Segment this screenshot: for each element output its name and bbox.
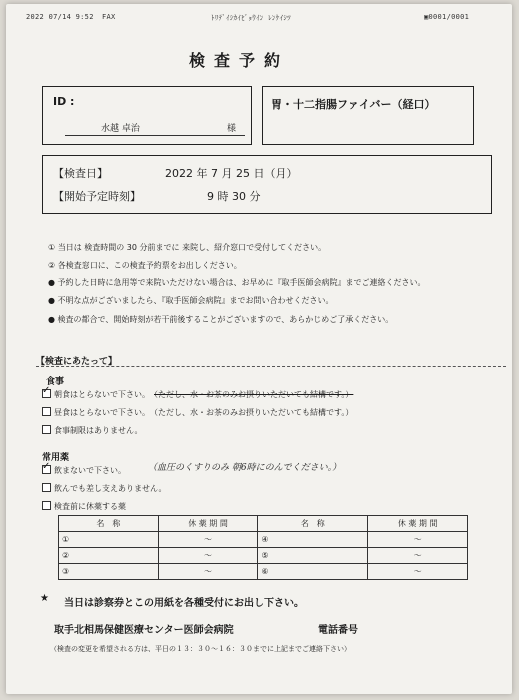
table-cell[interactable]: ～ — [368, 564, 468, 580]
meal-option-none[interactable]: 食事制限はありません。 — [42, 425, 142, 436]
handwritten-note: （血圧のくすりのみ 朝6時にのんでください。） — [148, 463, 342, 473]
instructions-divider — [36, 366, 506, 367]
table-cell[interactable]: ～ — [368, 532, 468, 548]
header-period-2: 休 薬 期 間 — [368, 516, 468, 532]
name-underline — [65, 135, 245, 136]
reminder: 当日は診察券とこの用紙を各種受付にお出し下さい。 — [64, 598, 304, 609]
note-4: ● 不明な点がございましたら、『取手医師会病院』までお問い合わせください。 — [48, 296, 334, 305]
note-5: ● 検査の都合で、開始時刻が若干前後することがございますので、あらかじめご了承ください。 — [48, 315, 394, 324]
med-option-ok[interactable]: 飲んでも差し支えありません。 — [42, 483, 166, 494]
meal-lunch-checkbox[interactable] — [42, 407, 51, 416]
table-cell[interactable]: ～ — [158, 532, 258, 548]
phone-label: 電話番号 — [318, 625, 358, 636]
table-cell[interactable]: ～ — [158, 564, 258, 580]
hospital-name: 取手北相馬保健医療センター医師会病院 — [54, 625, 234, 636]
reservation-sheet — [6, 4, 512, 694]
table-cell[interactable]: ～ — [158, 548, 258, 564]
time-value: 9 時 30 分 — [207, 190, 261, 203]
table-cell[interactable]: ⑤ — [258, 548, 368, 564]
meal-heading: 食事 — [46, 377, 65, 387]
med-option-suspend[interactable]: 検査前に休薬する薬 — [42, 501, 126, 512]
table-row — [59, 548, 468, 564]
honorific: 様 — [227, 124, 237, 134]
date-value: 2022 年 7 月 25 日（月） — [165, 167, 298, 180]
med-option-do-not-take[interactable]: ✓ 飲まないで下さい。 — [42, 461, 126, 475]
table-cell[interactable]: ① — [59, 532, 159, 548]
check-mark-icon: ✓ — [42, 461, 51, 472]
med-suspend-checkbox[interactable] — [42, 501, 51, 510]
instructions-header: 【検査にあたって】 — [36, 357, 118, 367]
patient-name: 水越 卓治 — [101, 124, 140, 134]
page-title: 検査予約 — [189, 51, 290, 70]
table-cell[interactable]: ② — [59, 548, 159, 564]
contact-note: （検査の変更を希望される方は、平日の１３：３０～１６：３０までに上記までご連絡下さい） — [50, 645, 351, 653]
table-cell[interactable]: ⑥ — [258, 564, 368, 580]
star-icon: ★ — [40, 593, 49, 604]
table-row — [59, 532, 468, 548]
fax-page: ▣0001/0001 — [424, 13, 470, 21]
table-cell[interactable]: ④ — [258, 532, 368, 548]
date-label: 【検査日】 — [53, 167, 108, 180]
meal-option-breakfast[interactable]: ✓ 朝食はとらないで下さい。 （ただし、水・お茶のみお摂りいただいても結構です。） — [42, 385, 354, 399]
med-ok-checkbox[interactable] — [42, 483, 51, 492]
med-heading: 常用薬 — [42, 453, 70, 463]
page-icon: ▣ — [424, 13, 429, 21]
header-period-1: 休 薬 期 間 — [158, 516, 258, 532]
meal-option-lunch[interactable]: 昼食はとらないで下さい。 （ただし、水・お茶のみお摂りいただいても結構です。） — [42, 407, 353, 418]
fax-sender: ﾄﾘﾃﾞｲｼｶｲﾋﾞｮｳｲﾝ ﾚﾝｹｲｼﾂ — [211, 14, 291, 22]
fax-date: 2022 07/14 9:52 — [26, 13, 94, 21]
header-name-1: 名 称 — [59, 516, 159, 532]
patient-box — [42, 86, 252, 145]
note-2: ② 各検査窓口に、この検査予約票をお出しください。 — [48, 261, 242, 270]
table-row — [59, 564, 468, 580]
exam-name: 胃・十二指腸ファイバー（経口） — [271, 98, 436, 111]
table-cell[interactable]: ③ — [59, 564, 159, 580]
fax-type: FAX — [102, 13, 116, 21]
id-label: ID : — [53, 95, 75, 108]
note-1: ① 当日は 検査時間の 30 分前までに 来院し、紹介窓口で受付してください。 — [48, 243, 327, 252]
exam-box — [262, 86, 474, 145]
schedule-box — [42, 155, 492, 214]
medication-table — [58, 515, 468, 580]
meal-breakfast-checkbox[interactable] — [42, 385, 51, 398]
time-label: 【開始予定時刻】 — [53, 190, 141, 203]
meal-none-checkbox[interactable] — [42, 425, 51, 434]
table-header-row — [59, 516, 468, 532]
table-cell[interactable]: ～ — [368, 548, 468, 564]
note-3: ● 予約した日時に急用等で来院いただけない場合は、お早めに『取手医師会病院』までご連絡ください。 — [48, 278, 426, 287]
check-mark-icon: ✓ — [42, 385, 51, 396]
med-no-take-checkbox[interactable] — [42, 461, 51, 474]
header-name-2: 名 称 — [258, 516, 368, 532]
